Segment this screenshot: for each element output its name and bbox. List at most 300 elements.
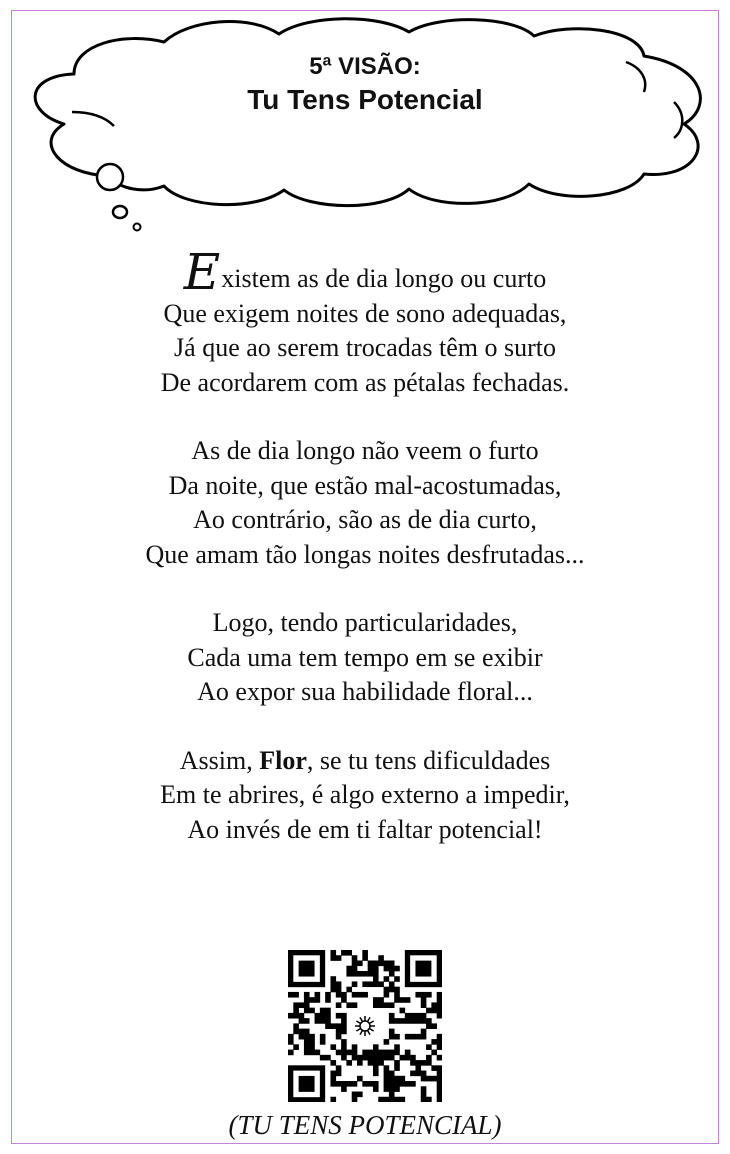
qr-module — [410, 1081, 416, 1087]
qr-module — [336, 1002, 342, 1008]
qr-module — [304, 1018, 310, 1024]
qr-module — [415, 1065, 421, 1071]
qr-module — [384, 987, 390, 993]
qr-module — [421, 1034, 427, 1040]
qr-module — [330, 981, 336, 987]
qr-module — [421, 1076, 427, 1082]
qr-module — [389, 1050, 395, 1056]
qr-module — [320, 1008, 326, 1014]
qr-module — [341, 950, 347, 956]
qr-module — [384, 960, 390, 966]
qr-module — [421, 992, 427, 998]
line-text: , se tu tens dificuldades — [306, 745, 551, 775]
qr-finder-pattern — [288, 1065, 325, 1102]
qr-module — [325, 997, 331, 1003]
qr-module — [357, 1092, 363, 1098]
qr-module — [309, 1044, 315, 1050]
qr-module — [426, 1023, 432, 1029]
qr-module — [384, 1039, 390, 1045]
qr-module — [373, 976, 379, 982]
qr-module — [368, 1081, 374, 1087]
qr-module — [352, 960, 358, 966]
qr-module — [400, 1076, 406, 1082]
qr-module — [394, 987, 400, 993]
qr-module — [437, 1097, 442, 1102]
line-text: xistem as de dia longo ou curto — [221, 264, 547, 293]
qr-module — [368, 981, 374, 987]
qr-module — [437, 1076, 442, 1082]
qr-module — [341, 1050, 347, 1056]
drop-cap: E — [183, 243, 221, 301]
qr-module — [410, 1071, 416, 1077]
qr-module — [330, 1060, 336, 1066]
qr-code[interactable] — [288, 950, 442, 1102]
qr-module — [336, 1065, 342, 1071]
qr-module — [304, 992, 310, 998]
poem — [60, 243, 670, 881]
qr-module — [288, 1034, 294, 1040]
qr-module — [320, 1034, 326, 1040]
qr-module — [384, 966, 390, 972]
qr-module — [384, 1065, 390, 1071]
qr-module — [421, 1029, 427, 1035]
qr-module — [304, 1029, 310, 1035]
qr-module — [293, 1029, 299, 1035]
qr-module — [431, 1076, 437, 1082]
qr-module — [394, 1018, 400, 1024]
qr-module — [400, 1081, 406, 1087]
qr-module — [389, 1071, 395, 1077]
qr-module — [384, 1002, 390, 1008]
qr-module — [357, 1076, 363, 1082]
qr-module — [437, 1013, 442, 1019]
qr-module — [299, 1002, 305, 1008]
qr-module — [437, 1039, 442, 1045]
qr-module — [389, 1013, 395, 1019]
qr-module — [389, 1055, 395, 1061]
qr-module — [410, 1013, 416, 1019]
poem-line: Em te abrires, é algo externo a impedir, — [160, 780, 570, 809]
qr-module — [315, 992, 321, 998]
qr-module — [415, 1071, 421, 1077]
qr-module — [304, 1050, 310, 1056]
qr-module — [426, 1076, 432, 1082]
qr-module — [373, 1081, 379, 1087]
thought-cloud — [14, 14, 716, 239]
qr-module — [346, 971, 352, 977]
qr-module — [373, 1002, 379, 1008]
qr-module — [357, 1055, 363, 1061]
qr-module — [346, 966, 352, 972]
qr-module — [415, 992, 421, 998]
qr-module — [394, 1050, 400, 1056]
qr-module — [373, 1071, 379, 1077]
line-text: Assim, — [179, 745, 260, 775]
qr-module — [400, 1055, 406, 1061]
qr-module — [400, 997, 406, 1003]
qr-module — [378, 960, 384, 966]
qr-module — [330, 1097, 336, 1102]
qr-module — [288, 1013, 294, 1019]
qr-module — [330, 1076, 336, 1082]
qr-module — [421, 1060, 427, 1066]
qr-module — [431, 1065, 437, 1071]
sun-logo-icon — [355, 1016, 375, 1036]
qr-module — [352, 1097, 358, 1102]
qr-module — [352, 955, 358, 961]
qr-module — [309, 1008, 315, 1014]
qr-module — [431, 1008, 437, 1014]
qr-module — [352, 992, 358, 998]
qr-module — [357, 971, 363, 977]
qr-module — [373, 1086, 379, 1092]
qr-module — [394, 1060, 400, 1066]
qr-module — [378, 997, 384, 1003]
poem-line: Ao expor sua habilidade floral... — [197, 677, 533, 706]
qr-module — [330, 950, 336, 956]
qr-module — [293, 1023, 299, 1029]
qr-module — [299, 1034, 305, 1040]
qr-module — [309, 1050, 315, 1056]
qr-module — [389, 1097, 395, 1102]
qr-module — [394, 966, 400, 972]
qr-module — [352, 1050, 358, 1056]
qr-module — [437, 1092, 442, 1098]
qr-module — [320, 1018, 326, 1024]
qr-module — [437, 1002, 442, 1008]
qr-module — [341, 1039, 347, 1045]
poem-line: De acordarem com as pétalas fechadas. — [160, 367, 570, 397]
qr-module — [373, 966, 379, 972]
qr-module — [315, 997, 321, 1003]
qr-module — [389, 1018, 395, 1024]
qr-module — [394, 1065, 400, 1071]
qr-module — [373, 997, 379, 1003]
qr-module — [437, 1065, 442, 1071]
qr-module — [341, 997, 347, 1003]
qr-module — [336, 1013, 342, 1019]
qr-module — [346, 1081, 352, 1087]
qr-module — [426, 1060, 432, 1066]
qr-module — [352, 1081, 358, 1087]
qr-module — [304, 1034, 310, 1040]
qr-module — [304, 1039, 310, 1045]
qr-module — [421, 1092, 427, 1098]
qr-module — [325, 1008, 331, 1014]
qr-module — [426, 1008, 432, 1014]
qr-module — [400, 1008, 406, 1014]
qr-module — [362, 950, 368, 956]
qr-module — [389, 1034, 395, 1040]
qr-module — [421, 1086, 427, 1092]
qr-module — [341, 1023, 347, 1029]
qr-module — [405, 1034, 411, 1040]
qr-module — [410, 1018, 416, 1024]
qr-module — [389, 1029, 395, 1035]
qr-module — [288, 1039, 294, 1045]
qr-module — [362, 981, 368, 987]
qr-module — [410, 1034, 416, 1040]
qr-module — [299, 1029, 305, 1035]
qr-module — [293, 1013, 299, 1019]
emphasis-flor: Flor — [259, 745, 307, 775]
qr-module — [437, 1055, 442, 1061]
qr-module — [341, 1018, 347, 1024]
qr-module — [336, 981, 342, 987]
qr-module — [325, 1013, 331, 1019]
qr-module — [352, 971, 358, 977]
qr-module — [437, 1081, 442, 1087]
qr-module — [330, 955, 336, 961]
qr-module — [368, 960, 374, 966]
qr-module — [384, 992, 390, 998]
qr-module — [341, 1044, 347, 1050]
qr-module — [415, 1018, 421, 1024]
qr-module — [400, 1097, 406, 1102]
qr-module — [394, 1097, 400, 1102]
qr-module — [320, 1039, 326, 1045]
qr-module — [357, 992, 363, 998]
stanza-1 — [60, 243, 670, 400]
qr-module — [341, 1055, 347, 1061]
qr-module — [373, 971, 379, 977]
qr-module — [288, 992, 294, 998]
qr-module — [384, 1081, 390, 1087]
qr-module — [394, 976, 400, 982]
qr-module — [373, 1055, 379, 1061]
qr-module — [368, 971, 374, 977]
qr-module — [394, 1081, 400, 1087]
qr-module — [389, 1092, 395, 1098]
qr-module — [325, 1055, 331, 1061]
qr-module — [426, 1044, 432, 1050]
qr-module — [394, 1034, 400, 1040]
qr-module — [320, 1013, 326, 1019]
qr-module — [346, 987, 352, 993]
qr-module — [368, 1060, 374, 1066]
qr-module — [405, 1013, 411, 1019]
qr-module — [378, 1002, 384, 1008]
qr-module — [330, 987, 336, 993]
qr-module — [373, 1060, 379, 1066]
qr-module — [299, 1018, 305, 1024]
qr-module — [309, 1039, 315, 1045]
qr-module — [389, 1086, 395, 1092]
qr-module — [437, 997, 442, 1003]
qr-module — [346, 1060, 352, 1066]
poem-line: Ao invés de em ti faltar potencial! — [187, 814, 543, 844]
qr-module — [336, 955, 342, 961]
poem-line: Logo, tendo particularidades, — [212, 608, 518, 637]
qr-module — [405, 1050, 411, 1056]
qr-module — [378, 1050, 384, 1056]
qr-module — [437, 1008, 442, 1014]
qr-module — [315, 1013, 321, 1019]
qr-module — [336, 1081, 342, 1087]
qr-module — [373, 1050, 379, 1056]
stanza-3 — [60, 606, 670, 710]
qr-module — [293, 992, 299, 998]
qr-module — [357, 1060, 363, 1066]
qr-module — [341, 1086, 347, 1092]
qr-module — [352, 1044, 358, 1050]
qr-module — [421, 997, 427, 1003]
qr-module — [389, 966, 395, 972]
qr-module — [405, 1081, 411, 1087]
qr-module — [415, 1013, 421, 1019]
qr-module — [325, 1018, 331, 1024]
qr-module — [431, 1050, 437, 1056]
qr-module — [330, 1044, 336, 1050]
qr-module — [336, 987, 342, 993]
qr-module — [373, 960, 379, 966]
qr-module — [437, 992, 442, 998]
qr-module — [336, 1034, 342, 1040]
qr-module — [299, 1013, 305, 1019]
stanza-4 — [60, 744, 670, 848]
qr-module — [336, 992, 342, 998]
qr-module — [368, 1055, 374, 1061]
poem-line: Da noite, que estão mal-acostumadas, — [168, 470, 562, 500]
qr-module — [378, 1055, 384, 1061]
qr-module — [389, 1002, 395, 1008]
qr-module — [352, 981, 358, 987]
qr-module — [341, 1013, 347, 1019]
qr-module — [368, 966, 374, 972]
qr-module — [352, 966, 358, 972]
qr-module — [389, 981, 395, 987]
qr-module — [394, 992, 400, 998]
qr-module — [421, 1071, 427, 1077]
qr-module — [336, 1071, 342, 1077]
qr-module — [288, 1050, 294, 1056]
title-line-1: 5ª VISÃO: — [309, 53, 421, 80]
qr-module — [362, 1055, 368, 1061]
qr-module — [293, 1002, 299, 1008]
qr-module — [394, 1044, 400, 1050]
qr-module — [426, 992, 432, 998]
qr-module — [330, 1071, 336, 1077]
qr-module — [373, 1044, 379, 1050]
qr-module — [437, 1086, 442, 1092]
qr-module — [362, 1081, 368, 1087]
qr-module — [410, 1055, 416, 1061]
poem-line: Que exigem noites de sono adequadas, — [163, 298, 567, 328]
qr-module — [362, 971, 368, 977]
qr-module — [373, 981, 379, 987]
qr-module — [410, 1060, 416, 1066]
qr-module — [384, 1055, 390, 1061]
qr-module — [357, 960, 363, 966]
qr-module — [384, 1050, 390, 1056]
qr-module — [378, 981, 384, 987]
qr-module — [320, 1055, 326, 1061]
qr-module — [352, 1055, 358, 1061]
qr-module — [394, 1086, 400, 1092]
poem-line: Cada uma tem tempo em se exibir — [187, 642, 543, 672]
qr-module — [346, 1002, 352, 1008]
qr-module — [394, 997, 400, 1003]
qr-module — [426, 1018, 432, 1024]
qr-module — [325, 992, 331, 998]
qr-module — [362, 955, 368, 961]
qr-module — [384, 976, 390, 982]
qr-module — [352, 1092, 358, 1098]
qr-module — [384, 1097, 390, 1102]
page-title — [150, 52, 580, 118]
qr-module — [384, 1076, 390, 1082]
qr-module — [341, 992, 347, 998]
qr-module — [389, 1076, 395, 1082]
qr-module — [384, 1071, 390, 1077]
qr-module — [405, 1018, 411, 1024]
qr-module — [431, 1039, 437, 1045]
qr-module — [373, 1065, 379, 1071]
qr-module — [330, 976, 336, 982]
qr-module — [304, 1008, 310, 1014]
qr-module — [293, 1008, 299, 1014]
poem-line: Ao contrário, são as de dia curto, — [193, 505, 537, 534]
qr-module — [378, 955, 384, 961]
qr-module — [405, 997, 411, 1003]
qr-module — [304, 1044, 310, 1050]
qr-module — [309, 997, 315, 1003]
qr-module — [378, 1097, 384, 1102]
qr-module — [389, 971, 395, 977]
qr-module — [426, 1097, 432, 1102]
qr-module — [389, 1081, 395, 1087]
qr-module — [362, 992, 368, 998]
qr-module — [330, 1081, 336, 1087]
qr-caption: (TU TENS POTENCIAL) — [228, 1110, 502, 1140]
qr-module — [437, 1044, 442, 1050]
qr-finder-pattern — [288, 950, 325, 987]
qr-module — [431, 1023, 437, 1029]
qr-module — [421, 1002, 427, 1008]
title-line-2: Tu Tens Potencial — [247, 84, 483, 115]
qr-finder-pattern — [405, 950, 442, 987]
qr-module — [437, 1071, 442, 1077]
qr-module — [394, 1076, 400, 1082]
poem-line — [60, 744, 670, 779]
stanza-2 — [60, 434, 670, 572]
qr-module — [415, 1034, 421, 1040]
qr-module — [378, 1060, 384, 1066]
qr-module — [330, 1023, 336, 1029]
qr-module — [400, 1018, 406, 1024]
qr-module — [352, 1002, 358, 1008]
qr-module — [293, 1044, 299, 1050]
qr-module — [368, 1050, 374, 1056]
qr-module — [421, 1018, 427, 1024]
qr-module — [341, 1081, 347, 1087]
qr-module — [336, 1029, 342, 1035]
qr-module — [389, 987, 395, 993]
qr-module — [426, 1055, 432, 1061]
qr-module — [304, 1002, 310, 1008]
qr-module — [315, 1018, 321, 1024]
poem-line: As de dia longo não veem o furto — [191, 436, 539, 465]
qr-module — [336, 1050, 342, 1056]
qr-module — [421, 1013, 427, 1019]
qr-module — [341, 1029, 347, 1035]
qr-module — [431, 1002, 437, 1008]
qr-module — [405, 1055, 411, 1061]
qr-module — [362, 1050, 368, 1056]
qr-module — [437, 1034, 442, 1040]
poem-line — [60, 243, 670, 301]
qr-module — [309, 1034, 315, 1040]
